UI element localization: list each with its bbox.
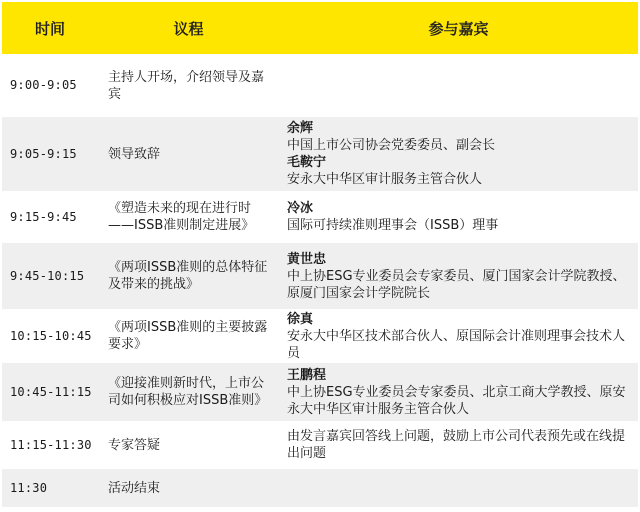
row-guests — [279, 243, 638, 309]
row-agenda: 专家答疑 — [108, 437, 161, 453]
guest-title: 中上协ESG专业委员会专家委员、厦门国家会计学院教授、原厦门国家会计学院院长 — [287, 268, 626, 301]
guest-title: 安永大中华区技术部合伙人、原国际会计准则理事会技术人员 — [287, 328, 626, 361]
row-agenda: 《迎接准则新时代，上市公司如何积极应对ISSB准则》 — [108, 376, 268, 408]
header-guests: 参与嘉宾 — [428, 19, 489, 38]
guest-name: 冷冰 — [287, 201, 314, 216]
row-guests — [279, 55, 638, 116]
row-agenda: 主持人开场，介绍领导及嘉宾 — [108, 69, 265, 102]
table-row — [2, 117, 638, 191]
guest-title: 中上协ESG专业委员会专家委员、北京工商大学教授、原安永大中华区审计服务主管合伙人 — [287, 384, 626, 417]
table-row — [2, 310, 638, 362]
guest-title: 国际可持续准则理事会（ISSB）理事 — [287, 218, 499, 233]
table-row — [2, 422, 638, 468]
row-time: 9:05-9:15 — [10, 146, 77, 161]
row-time: 9:15-9:45 — [10, 209, 77, 224]
header-agenda: 议程 — [173, 19, 204, 38]
row-time: 11:30 — [10, 480, 48, 495]
row-agenda: 《塑造未来的现在进行时——ISSB准则制定进展》 — [108, 201, 255, 233]
table-row — [2, 243, 638, 309]
row-guests — [279, 310, 638, 362]
row-time: 9:00-9:05 — [10, 78, 77, 92]
row-agenda: 活动结束 — [108, 480, 161, 496]
row-guests — [279, 192, 638, 242]
row-time: 10:45-11:15 — [10, 384, 92, 399]
row-agenda: 《两项ISSB准则的总体特征及带来的挑战》 — [108, 260, 268, 292]
row-guests — [279, 422, 638, 468]
guest-name: 王鹏程 — [287, 367, 327, 383]
table-row — [2, 363, 638, 421]
guest-name: 余辉 — [287, 121, 314, 136]
guest-name: 黄世忠 — [287, 251, 327, 267]
row-agenda: 领导致辞 — [108, 146, 161, 162]
row-time: 9:45-10:15 — [10, 268, 85, 283]
row-time: 11:15-11:30 — [10, 437, 92, 452]
row-guests — [279, 469, 638, 507]
row-guests — [279, 363, 638, 421]
table-header — [2, 2, 638, 54]
row-guests — [279, 117, 638, 191]
guest-title: 由发言嘉宾回答线上问题，鼓励上市公司代表预先或在线提出问题 — [287, 429, 626, 461]
row-agenda: 《两项ISSB准则的主要披露要求》 — [108, 320, 268, 352]
guest-title: 中国上市公司协会党委委员、副会长 — [287, 138, 496, 153]
guest-title: 安永大中华区审计服务主管合伙人 — [287, 172, 483, 187]
guest-name: 毛鞍宁 — [287, 155, 327, 170]
header-time: 时间 — [34, 19, 65, 38]
agenda-table — [2, 2, 638, 507]
table-row — [2, 55, 638, 116]
table-row — [2, 469, 638, 507]
guest-name: 徐真 — [287, 311, 314, 327]
row-time: 10:15-10:45 — [10, 328, 92, 343]
table-row — [2, 192, 638, 242]
